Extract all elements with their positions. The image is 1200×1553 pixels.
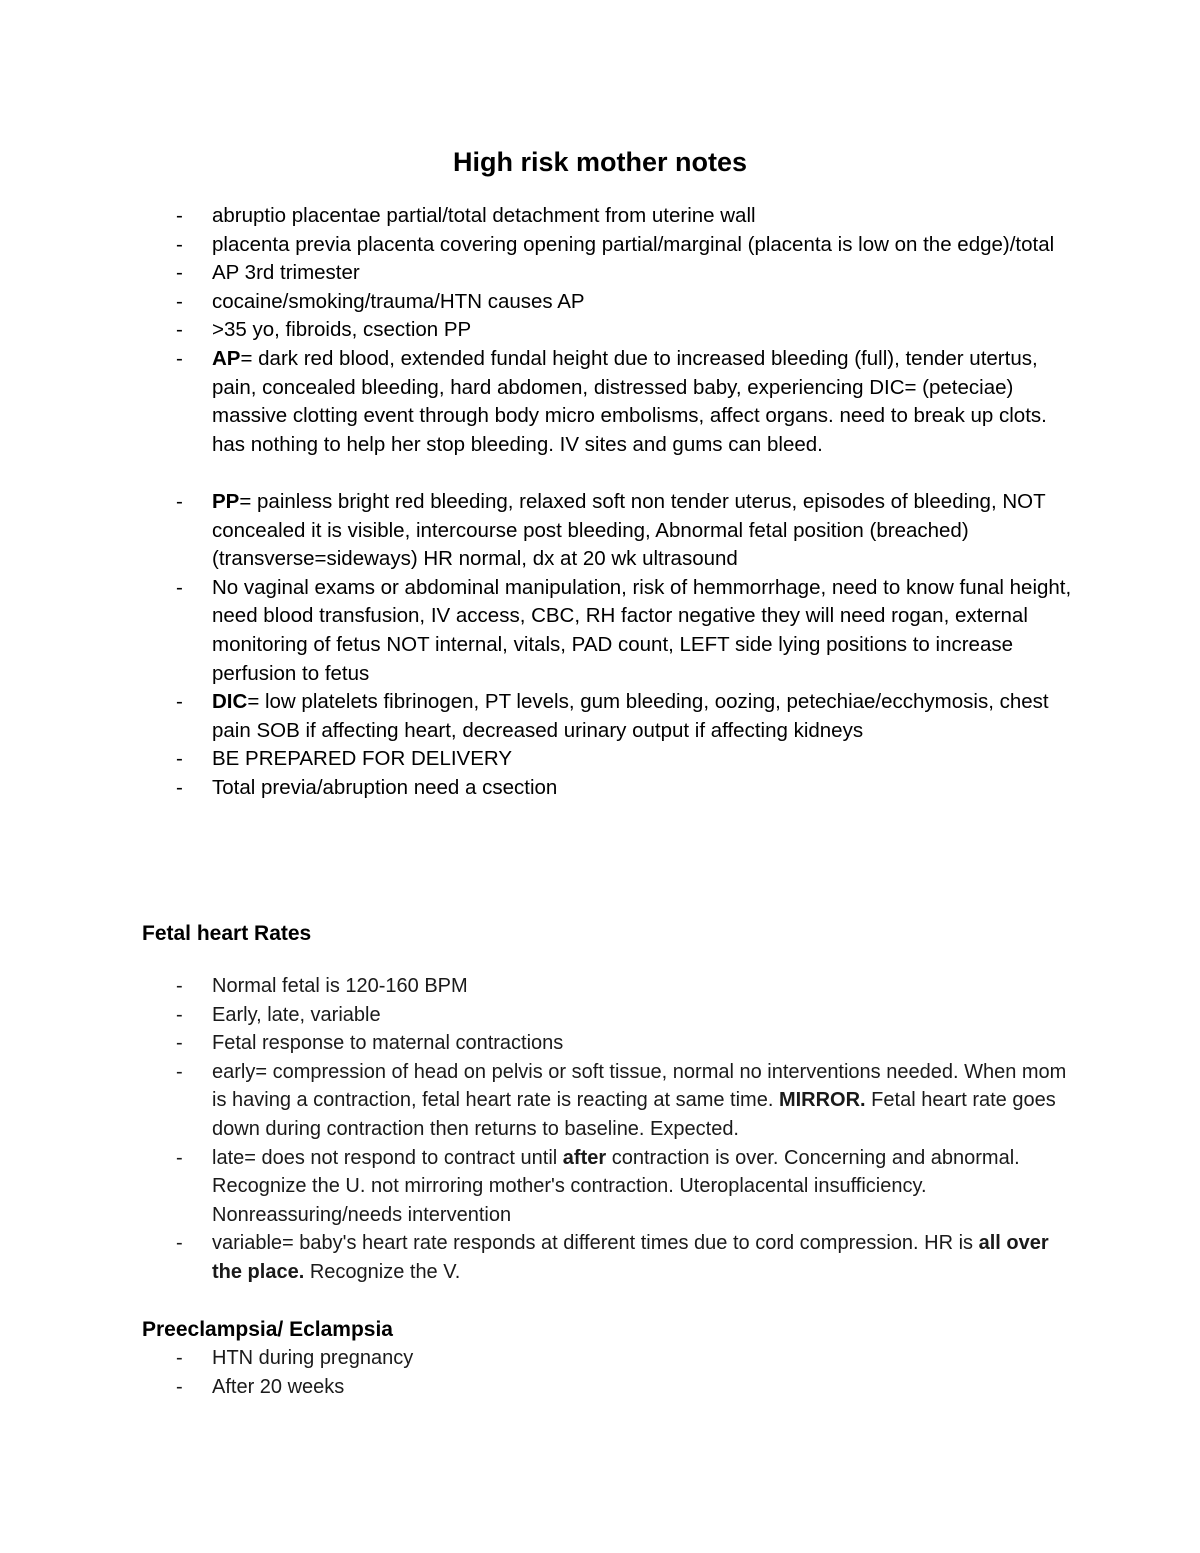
text-run: = low platelets fibrinogen, PT levels, gum bleeding, oozing, petechiae/ecchymosis, chest pain SOB if affecting heart, decreased urinary output if affecting kidneys (212, 690, 1049, 742)
list-item (0, 288, 1074, 317)
text-run: = dark red blood, extended fundal height due to increased bleeding (full), tender utertus, pain, concealed bleeding, hard abdomen, distressed baby, experiencing DIC= (peteciae) massive clotting event through body micro embolisms, affect organs. need to break up clots. has nothing to help her stop bleeding. IV sites and gums can bleed. (212, 346, 1047, 456)
text-run: placenta previa placenta covering opening partial/marginal (placenta is low on the edge)/total (212, 232, 1055, 256)
preeclampsia-list (0, 1344, 1074, 1401)
list-item (0, 688, 1074, 745)
list-item (0, 774, 1074, 803)
list-item (0, 1029, 1074, 1058)
text-run: After 20 weeks (212, 1375, 345, 1398)
list-item (0, 1373, 1074, 1402)
list-item (0, 202, 1074, 231)
text-run: Recognize the V. (304, 1260, 461, 1283)
list-item (0, 1344, 1074, 1373)
list-item (0, 1001, 1074, 1030)
text-run: Early, late, variable (212, 1003, 381, 1026)
blank-line (0, 459, 1074, 488)
bold-text: PP (212, 489, 240, 513)
fetal-heart-rates-list (0, 972, 1074, 1287)
text-run: Fetal response to maternal contractions (212, 1032, 564, 1055)
text-run: BE PREPARED FOR DELIVERY (212, 747, 512, 771)
preeclampsia-heading: Preeclampsia/ Eclampsia (142, 1318, 393, 1341)
list-item (0, 316, 1074, 345)
text-run: AP 3rd trimester (212, 261, 360, 285)
fetal-heart-rates-heading: Fetal heart Rates (142, 922, 312, 945)
bold-text: MIRROR. (778, 1089, 866, 1112)
text-run: early= compression of head on pelvis or soft tissue, normal no interventions needed. When mom is having a contraction, fetal heart rate is reacting at same time. (212, 1060, 1067, 1112)
placenta-notes-list (0, 202, 1074, 802)
bold-text: all over the place. (212, 1232, 1049, 1283)
text-run: Fetal heart rate goes down during contraction then returns to baseline. Expected. (212, 1089, 1056, 1140)
list-item (0, 1058, 1074, 1144)
text-run: No vaginal exams or abdominal manipulation, risk of hemmorrhage, need to know funal height, need blood transfusion, IV access, CBC, RH factor negative they will need rogan, external monitoring of fetus NOT internal, vitals, PAD count, LEFT side lying positions to increase perfusion to fetus (212, 575, 1072, 685)
text-run: late= does not respond to contract until (212, 1146, 563, 1169)
text-run: = painless bright red bleeding, relaxed soft non tender uterus, episodes of bleeding, NOT concealed it is visible, intercourse post bleeding, Abnormal fetal position (breached) (transverse=sideways) HR normal, dx at 20 wk ultrasound (212, 489, 1046, 571)
list-item (0, 1229, 1074, 1286)
bold-text: after (562, 1146, 607, 1169)
text-run: cocaine/smoking/trauma/HTN causes AP (212, 289, 585, 313)
list-item (0, 259, 1074, 288)
text-run: Normal fetal is 120-160 BPM (212, 975, 468, 997)
bold-text: AP (212, 346, 241, 370)
text-run: Total previa/abruption need a csection (212, 775, 558, 799)
text-run: HTN during pregnancy (212, 1347, 414, 1369)
list-item (0, 488, 1074, 574)
page-title: High risk mother notes (452, 147, 748, 177)
text-run: contraction is over. Concerning and abnormal. Recognize the U. not mirroring mother's contraction. Uteroplacental insufficiency. Nonreassuring/needs intervention (212, 1146, 1020, 1226)
bold-text: DIC (212, 690, 248, 714)
list-item (0, 972, 1074, 1001)
list-item (0, 345, 1074, 459)
list-item (0, 231, 1074, 260)
list-item (0, 1144, 1074, 1230)
text-run: >35 yo, fibroids, csection PP (212, 318, 472, 342)
text-run: abruptio placentae partial/total detachment from uterine wall (212, 204, 756, 227)
list-item (0, 745, 1074, 774)
list-item (0, 574, 1074, 688)
text-run: variable= baby's heart rate responds at different times due to cord compression. HR is (212, 1232, 979, 1255)
